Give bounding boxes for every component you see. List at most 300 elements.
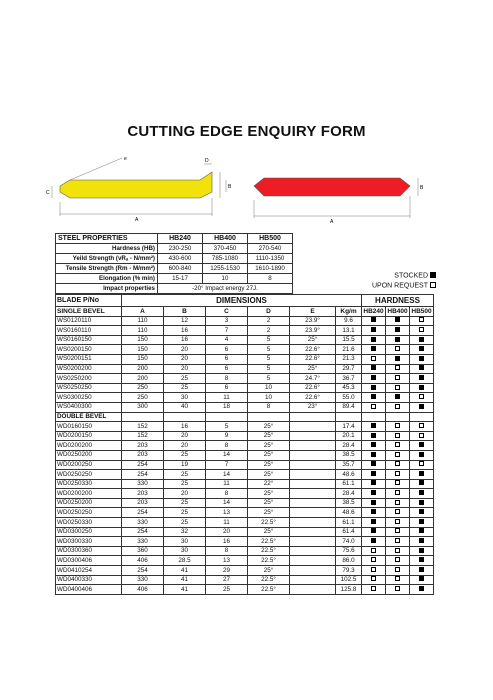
- hardness-status: [362, 383, 386, 393]
- filled-square-icon: [419, 404, 424, 409]
- col-hb400: HB400: [387, 307, 408, 315]
- hardness-status: [410, 441, 434, 451]
- empty-cell: [290, 585, 336, 595]
- dimension-value: 16: [206, 537, 248, 547]
- dimension-value: 25: [164, 518, 206, 528]
- dimension-value: 25: [164, 479, 206, 489]
- property-value: 785-1080: [203, 254, 248, 264]
- dimension-value: 330: [122, 575, 164, 585]
- dimension-value: 25°: [248, 422, 290, 432]
- filled-square-icon: [371, 528, 376, 533]
- part-number: WD0250200: [56, 498, 122, 508]
- filled-square-icon: [371, 385, 376, 390]
- page-title: CUTTING EDGE ENQUIRY FORM: [127, 123, 366, 140]
- dimension-value: 250: [122, 383, 164, 393]
- dimension-value: 200: [122, 374, 164, 384]
- table-row: [56, 383, 434, 393]
- dimension-value: 12: [164, 316, 206, 326]
- hardness-status: [362, 537, 386, 547]
- filled-square-icon: [371, 480, 376, 485]
- dimension-value: 10: [248, 393, 290, 403]
- part-number: WS0200150: [56, 345, 122, 355]
- dimension-value: 254: [122, 566, 164, 576]
- hardness-status: [410, 402, 434, 412]
- dimension-value: 61.4: [336, 527, 362, 537]
- hardness-status: [410, 498, 434, 508]
- filled-square-icon: [395, 356, 400, 361]
- dimension-value: 11: [206, 393, 248, 403]
- filled-square-icon: [419, 442, 424, 447]
- dimension-value: 25°: [248, 566, 290, 576]
- filled-square-icon: [371, 433, 376, 438]
- dimension-value: 150: [122, 335, 164, 345]
- hardness-status: [386, 546, 410, 556]
- single-bevel-label: SINGLE BEVEL: [56, 307, 122, 317]
- part-number: WD0400406: [56, 585, 122, 595]
- hardness-status: [386, 393, 410, 403]
- steel-property-row: [56, 254, 293, 264]
- table-row: [56, 575, 434, 585]
- dimension-value: 20: [164, 489, 206, 499]
- hardness-status: [386, 441, 410, 451]
- empty-cell: [290, 479, 336, 489]
- hardness-status: [410, 316, 434, 326]
- dimension-value: 22.6°: [290, 345, 336, 355]
- dimension-value: 300: [122, 402, 164, 412]
- dimension-value: 79.3: [336, 566, 362, 576]
- part-number: WD0200250: [56, 460, 122, 470]
- hardness-status: [386, 326, 410, 336]
- double-bevel-label: DOUBLE BEVEL: [56, 412, 122, 422]
- legend-upon-request-label: UPON REQUEST: [371, 282, 428, 290]
- filled-square-icon: [371, 337, 376, 342]
- empty-square-icon: [395, 480, 400, 485]
- table-row: [56, 450, 434, 460]
- hardness-status: [410, 518, 434, 528]
- col-b: B: [164, 307, 206, 317]
- dimension-value: 5: [248, 374, 290, 384]
- dimension-value: 25: [206, 585, 248, 595]
- filled-square-icon: [419, 365, 424, 370]
- hardness-status: [386, 335, 410, 345]
- filled-square-icon: [419, 567, 424, 572]
- empty-cell: [290, 566, 336, 576]
- dimension-value: 203: [122, 498, 164, 508]
- dimension-value: 20: [164, 345, 206, 355]
- part-number: WS0160150: [56, 335, 122, 345]
- hardness-status: [410, 470, 434, 480]
- filled-square-icon: [371, 461, 376, 466]
- hardness-status: [362, 489, 386, 499]
- dimension-value: 14: [206, 450, 248, 460]
- dimension-value: 25°: [248, 508, 290, 518]
- hardness-status: [362, 566, 386, 576]
- impact-value: -20° Impact energy 27J.: [158, 284, 293, 294]
- blade-table-header: [56, 295, 434, 307]
- hardness-status: [386, 479, 410, 489]
- dimension-value: 22.6°: [290, 383, 336, 393]
- dimension-value: 22.6°: [290, 393, 336, 403]
- hardness-status: [386, 345, 410, 355]
- dimension-value: 8: [248, 402, 290, 412]
- steel-properties-header: [56, 234, 293, 244]
- dimension-value: 61.1: [336, 479, 362, 489]
- empty-cell: [290, 441, 336, 451]
- dimension-value: 30: [164, 393, 206, 403]
- dimension-value: 24.7°: [290, 374, 336, 384]
- filled-square-icon: [395, 337, 400, 342]
- table-row: [56, 585, 434, 595]
- dimension-value: 9: [206, 431, 248, 441]
- table-row: [56, 431, 434, 441]
- dimension-value: 17.4: [336, 422, 362, 432]
- filled-square-icon: [371, 442, 376, 447]
- hardness-status: [386, 374, 410, 384]
- dimension-value: 7: [206, 460, 248, 470]
- filled-square-icon: [371, 452, 376, 457]
- empty-square-icon: [371, 567, 376, 572]
- dimension-value: 3: [206, 316, 248, 326]
- dimension-value: 203: [122, 441, 164, 451]
- filled-square-icon: [419, 471, 424, 476]
- table-row: [56, 441, 434, 451]
- property-value: 1110-1350: [248, 254, 293, 264]
- double-bevel-section: [56, 412, 434, 422]
- empty-cell: [290, 422, 336, 432]
- hardness-status: [410, 527, 434, 537]
- hardness-status: [362, 326, 386, 336]
- dimension-value: 152: [122, 431, 164, 441]
- dimension-value: 28.4: [336, 441, 362, 451]
- dimension-value: 25°: [248, 450, 290, 460]
- dimension-value: 330: [122, 537, 164, 547]
- hardness-status: [362, 345, 386, 355]
- table-row: [56, 335, 434, 345]
- dimension-value: 250: [122, 393, 164, 403]
- property-value: 430-600: [158, 254, 203, 264]
- empty-square-icon: [419, 433, 424, 438]
- dimension-value: 22.5°: [248, 575, 290, 585]
- dimension-value: 330: [122, 518, 164, 528]
- filled-square-icon: [419, 356, 424, 361]
- dimension-value: 152: [122, 422, 164, 432]
- part-number: WD0400330: [56, 575, 122, 585]
- dimension-value: 25°: [248, 489, 290, 499]
- col-d: D: [248, 307, 290, 317]
- dimension-value: 23.9°: [290, 326, 336, 336]
- hardness-status: [410, 335, 434, 345]
- dimension-value: 30: [164, 537, 206, 547]
- part-number: WD0250200: [56, 450, 122, 460]
- empty-cell: [290, 450, 336, 460]
- hardness-status: [362, 374, 386, 384]
- empty-square-icon: [395, 442, 400, 447]
- dimension-value: 16: [164, 422, 206, 432]
- dimension-value: 23°: [290, 402, 336, 412]
- filled-square-icon: [419, 509, 424, 514]
- property-value: 1255-1530: [203, 264, 248, 274]
- impact-label: Impact properties: [56, 284, 158, 294]
- filled-square-icon: [371, 394, 376, 399]
- empty-cell: [290, 489, 336, 499]
- dimension-value: 25°: [290, 335, 336, 345]
- empty-square-icon: [371, 586, 376, 591]
- filled-square-icon: [419, 528, 424, 533]
- filled-square-icon: [395, 327, 400, 332]
- dimension-value: 41: [164, 566, 206, 576]
- empty-cell: [290, 537, 336, 547]
- hardness-status: [362, 470, 386, 480]
- dimension-value: 2: [248, 316, 290, 326]
- label-b-left: B: [228, 184, 232, 190]
- label-a-right: A: [330, 219, 334, 225]
- dimension-value: 22.5°: [248, 537, 290, 547]
- dimension-value: 25: [164, 450, 206, 460]
- filled-square-icon: [419, 385, 424, 390]
- empty-square-icon: [395, 548, 400, 553]
- empty-square-icon: [395, 375, 400, 380]
- filled-square-icon: [371, 538, 376, 543]
- hardness-status: [386, 498, 410, 508]
- empty-cell: [290, 518, 336, 528]
- single-bevel-columns: [56, 307, 434, 317]
- empty-square-icon: [395, 471, 400, 476]
- dimension-value: 32: [164, 527, 206, 537]
- steel-properties-title: STEEL PROPERTIES: [56, 234, 158, 244]
- empty-cell: [290, 575, 336, 585]
- dimension-value: 36.7: [336, 374, 362, 384]
- hardness-status: [386, 508, 410, 518]
- hardness-status: [386, 460, 410, 470]
- part-number: WD0200150: [56, 431, 122, 441]
- hardness-status: [362, 354, 386, 364]
- table-row: [56, 326, 434, 336]
- dimension-value: 61.1: [336, 518, 362, 528]
- hardness-status: [362, 556, 386, 566]
- hardness-status: [362, 575, 386, 585]
- dimension-value: 25°: [248, 431, 290, 441]
- table-row: [56, 470, 434, 480]
- dimension-value: 360: [122, 546, 164, 556]
- table-row: [56, 460, 434, 470]
- filled-square-icon: [371, 490, 376, 495]
- dimension-value: 25: [164, 383, 206, 393]
- filled-square-icon: [419, 500, 424, 505]
- part-number: WD0200200: [56, 441, 122, 451]
- dimension-value: 25°: [290, 364, 336, 374]
- part-number: WS0250200: [56, 374, 122, 384]
- empty-square-icon: [395, 461, 400, 466]
- hardness-status: [362, 335, 386, 345]
- table-row: [56, 402, 434, 412]
- property-value: 270-540: [248, 244, 293, 254]
- empty-cell: [290, 527, 336, 537]
- dimension-value: 25°: [248, 498, 290, 508]
- dimension-value: 89.4: [336, 402, 362, 412]
- dimension-value: 19: [164, 460, 206, 470]
- hardness-status: [410, 431, 434, 441]
- empty-square-icon: [419, 461, 424, 466]
- hardness-status: [410, 422, 434, 432]
- filled-square-icon: [419, 538, 424, 543]
- dimension-value: 150: [122, 354, 164, 364]
- dimension-value: 48.6: [336, 470, 362, 480]
- filled-square-icon: [371, 471, 376, 476]
- filled-square-icon: [419, 490, 424, 495]
- table-row: [56, 354, 434, 364]
- empty-square-icon: [419, 317, 424, 322]
- empty-square-icon: [395, 519, 400, 524]
- part-number: WD0160150: [56, 422, 122, 432]
- hardness-status: [362, 527, 386, 537]
- hardness-status: [410, 345, 434, 355]
- hardness-status: [362, 508, 386, 518]
- hardness-status: [386, 431, 410, 441]
- dimensions-header: DIMENSIONS: [122, 295, 362, 307]
- dimension-value: 10: [248, 383, 290, 393]
- part-number: WS0200200: [56, 364, 122, 374]
- hardness-status: [362, 364, 386, 374]
- dimension-value: 28.5: [164, 556, 206, 566]
- filled-square-icon: [371, 509, 376, 514]
- property-value: 10: [203, 274, 248, 284]
- table-row: [56, 374, 434, 384]
- filled-square-icon: [419, 337, 424, 342]
- empty-square-icon: [395, 586, 400, 591]
- part-number: WD0250250: [56, 470, 122, 480]
- hardness-status: [386, 316, 410, 326]
- part-number: WS0250250: [56, 383, 122, 393]
- dimension-value: 16: [164, 335, 206, 345]
- empty-square-icon: [395, 567, 400, 572]
- col-kgm: Kg/m: [336, 307, 362, 317]
- property-label: Elongation (% min): [56, 274, 158, 284]
- dimension-value: 150: [122, 345, 164, 355]
- filled-square-icon: [419, 452, 424, 457]
- table-row: [56, 498, 434, 508]
- dimension-value: 21.6: [336, 345, 362, 355]
- dimension-value: 4: [206, 335, 248, 345]
- dimension-value: 13.1: [336, 326, 362, 336]
- empty-square-icon: [395, 528, 400, 533]
- dimension-value: 8: [206, 374, 248, 384]
- empty-square-icon: [395, 538, 400, 543]
- dimension-value: 6: [206, 383, 248, 393]
- property-label: Tensile Strength (Rm - M/mm²): [56, 264, 158, 274]
- filled-square-icon: [419, 576, 424, 581]
- part-number: WS0300250: [56, 393, 122, 403]
- hardness-status: [386, 566, 410, 576]
- hardness-status: [410, 537, 434, 547]
- dimension-value: 28.4: [336, 489, 362, 499]
- hardness-status: [410, 489, 434, 499]
- hardness-status: [362, 402, 386, 412]
- hardness-status: [386, 402, 410, 412]
- part-number: WS0400300: [56, 402, 122, 412]
- empty-cell: [290, 431, 336, 441]
- dimension-value: 20.1: [336, 431, 362, 441]
- hardness-status: [386, 489, 410, 499]
- hardness-status: [410, 585, 434, 595]
- dimension-value: 38.5: [336, 498, 362, 508]
- hardness-status: [410, 479, 434, 489]
- dimension-value: 55.0: [336, 393, 362, 403]
- hardness-status: [410, 450, 434, 460]
- dimension-value: 254: [122, 460, 164, 470]
- empty-square-icon: [395, 557, 400, 562]
- dimension-value: 20: [164, 354, 206, 364]
- hardness-status: [410, 460, 434, 470]
- dimension-value: 20: [164, 431, 206, 441]
- dimension-value: 25: [164, 498, 206, 508]
- table-row: [56, 316, 434, 326]
- dimension-value: 7: [206, 326, 248, 336]
- empty-square-icon: [395, 433, 400, 438]
- empty-cell: [290, 508, 336, 518]
- empty-square-icon: [419, 394, 424, 399]
- label-d-left: D: [205, 158, 209, 164]
- dimension-value: 6: [206, 364, 248, 374]
- dimension-value: 30: [164, 546, 206, 556]
- part-number: WD0410254: [56, 566, 122, 576]
- filled-square-icon: [419, 375, 424, 380]
- dimension-value: 25: [164, 508, 206, 518]
- property-value: 8: [248, 274, 293, 284]
- label-e: e: [124, 156, 127, 162]
- hardness-status: [386, 364, 410, 374]
- blade-table: [55, 294, 434, 595]
- empty-square-icon: [371, 576, 376, 581]
- dimension-value: 29: [206, 566, 248, 576]
- empty-square-icon: [371, 356, 376, 361]
- dimension-value: 16: [164, 326, 206, 336]
- col-a: A: [122, 307, 164, 317]
- steel-property-row: [56, 264, 293, 274]
- hardness-status: [410, 383, 434, 393]
- dimension-value: 6: [206, 354, 248, 364]
- empty-cell: [290, 470, 336, 480]
- dimension-value: 18: [206, 402, 248, 412]
- empty-square-icon: [395, 500, 400, 505]
- part-number: WD0300250: [56, 527, 122, 537]
- hardness-status: [410, 364, 434, 374]
- part-number: WD0250250: [56, 508, 122, 518]
- table-row: [56, 345, 434, 355]
- steel-property-row: [56, 274, 293, 284]
- part-number: WD0300406: [56, 556, 122, 566]
- empty-square-icon: [419, 327, 424, 332]
- hardness-status: [410, 556, 434, 566]
- filled-square-icon: [371, 423, 376, 428]
- filled-square-icon: [395, 317, 400, 322]
- part-number: WD0200200: [56, 489, 122, 499]
- property-value: 600-840: [158, 264, 203, 274]
- col-hb240: HB240: [363, 307, 384, 315]
- table-row: [56, 489, 434, 499]
- dimension-value: 406: [122, 556, 164, 566]
- steel-properties-table: [55, 233, 293, 294]
- filled-square-icon: [371, 375, 376, 380]
- dimension-value: 29.7: [336, 364, 362, 374]
- hardness-status: [362, 498, 386, 508]
- hardness-status: [362, 585, 386, 595]
- dimension-value: 14: [206, 470, 248, 480]
- filled-square-icon: [419, 346, 424, 351]
- dimension-value: 254: [122, 508, 164, 518]
- empty-square-icon: [395, 452, 400, 457]
- empty-square-icon: [395, 365, 400, 370]
- hardness-status: [386, 450, 410, 460]
